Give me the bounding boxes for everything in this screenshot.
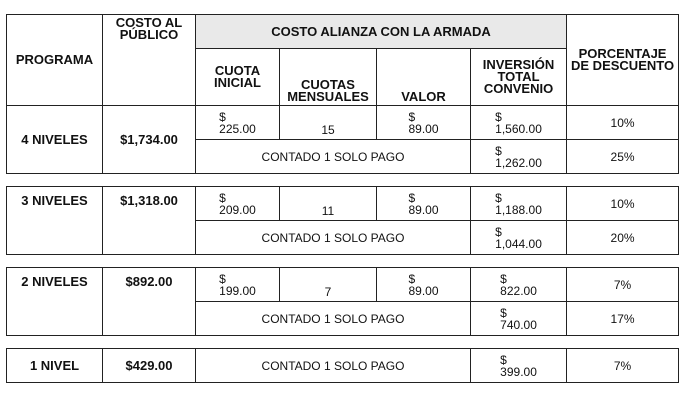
contado-label: CONTADO 1 SOLO PAGO <box>196 221 471 255</box>
total-cell <box>471 140 567 174</box>
total-cell <box>471 106 567 140</box>
header-costo-alianza: COSTO ALIANZA CON LA ARMADA <box>196 15 567 49</box>
total-cell <box>471 221 567 255</box>
cuota-inicial-value: 199.00 <box>219 283 256 298</box>
currency-symbol: $ <box>500 271 507 286</box>
currency-symbol: $ <box>495 109 502 124</box>
contado-label: CONTADO 1 SOLO PAGO <box>196 302 471 336</box>
header-inversion-total: INVERSIÓN TOTAL CONVENIO <box>471 49 567 106</box>
contado-label: CONTADO 1 SOLO PAGO <box>196 140 471 174</box>
currency-symbol: $ <box>495 143 502 158</box>
contado-label: CONTADO 1 SOLO PAGO <box>196 349 471 383</box>
header-cuotas-mensuales: CUOTAS MENSUALES <box>280 49 377 106</box>
program-cost: $892.00 <box>103 268 196 336</box>
total-value: 822.00 <box>500 283 537 298</box>
discount-value: 10% <box>567 187 679 221</box>
cuota-inicial-cell <box>196 106 280 140</box>
discount-value: 7% <box>567 349 679 383</box>
header-cuota-inicial: CUOTA INICIAL <box>196 49 280 106</box>
currency-symbol: $ <box>495 190 502 205</box>
header-porcentaje: PORCENTAJE DE DESCUENTO <box>567 15 679 106</box>
program-name: 4 NIVELES <box>7 106 103 174</box>
total-cell <box>471 268 567 302</box>
row-separator <box>7 174 679 187</box>
total-cell <box>471 187 567 221</box>
currency-symbol: $ <box>219 190 226 205</box>
total-value: 1,044.00 <box>495 236 542 251</box>
total-value: 1,188.00 <box>495 202 542 217</box>
total-cell <box>471 302 567 336</box>
cuotas-value: 7 <box>280 268 377 302</box>
currency-symbol: $ <box>408 109 416 124</box>
discount-value: 17% <box>567 302 679 336</box>
header-costo-publico: COSTO AL PÚBLICO <box>103 15 196 106</box>
currency-symbol: $ <box>500 305 507 320</box>
program-cost: $1,318.00 <box>103 187 196 255</box>
discount-value: 10% <box>567 106 679 140</box>
cuota-inicial-value: 209.00 <box>219 202 256 217</box>
currency-symbol: $ <box>408 190 416 205</box>
valor-cell <box>377 106 471 140</box>
currency-symbol: $ <box>408 271 416 286</box>
discount-value: 7% <box>567 268 679 302</box>
valor-value: 89.00 <box>408 121 439 136</box>
valor-value: 89.00 <box>408 202 439 217</box>
total-value: 399.00 <box>500 364 537 379</box>
total-value: 740.00 <box>500 317 537 332</box>
cuota-inicial-value: 225.00 <box>219 121 256 136</box>
currency-symbol: $ <box>219 271 226 286</box>
discount-value: 20% <box>567 221 679 255</box>
currency-symbol: $ <box>495 224 502 239</box>
valor-value: 89.00 <box>408 283 439 298</box>
program-cost: $429.00 <box>103 349 196 383</box>
row-separator <box>7 336 679 349</box>
program-name: 1 NIVEL <box>7 349 103 383</box>
program-name: 2 NIVELES <box>7 268 103 336</box>
header-programa: PROGRAMA <box>7 15 103 106</box>
valor-cell <box>377 187 471 221</box>
program-cost: $1,734.00 <box>103 106 196 174</box>
program-name: 3 NIVELES <box>7 187 103 255</box>
cuota-inicial-cell <box>196 268 280 302</box>
total-value: 1,262.00 <box>495 155 542 170</box>
discount-value: 25% <box>567 140 679 174</box>
valor-cell <box>377 268 471 302</box>
pricing-table <box>6 14 679 383</box>
currency-symbol: $ <box>500 352 507 367</box>
header-valor: VALOR <box>377 49 471 106</box>
cuotas-value: 15 <box>280 106 377 140</box>
row-separator <box>7 255 679 268</box>
cuota-inicial-cell <box>196 187 280 221</box>
currency-symbol: $ <box>219 109 226 124</box>
cuotas-value: 11 <box>280 187 377 221</box>
total-value: 1,560.00 <box>495 121 542 136</box>
total-cell <box>471 349 567 383</box>
